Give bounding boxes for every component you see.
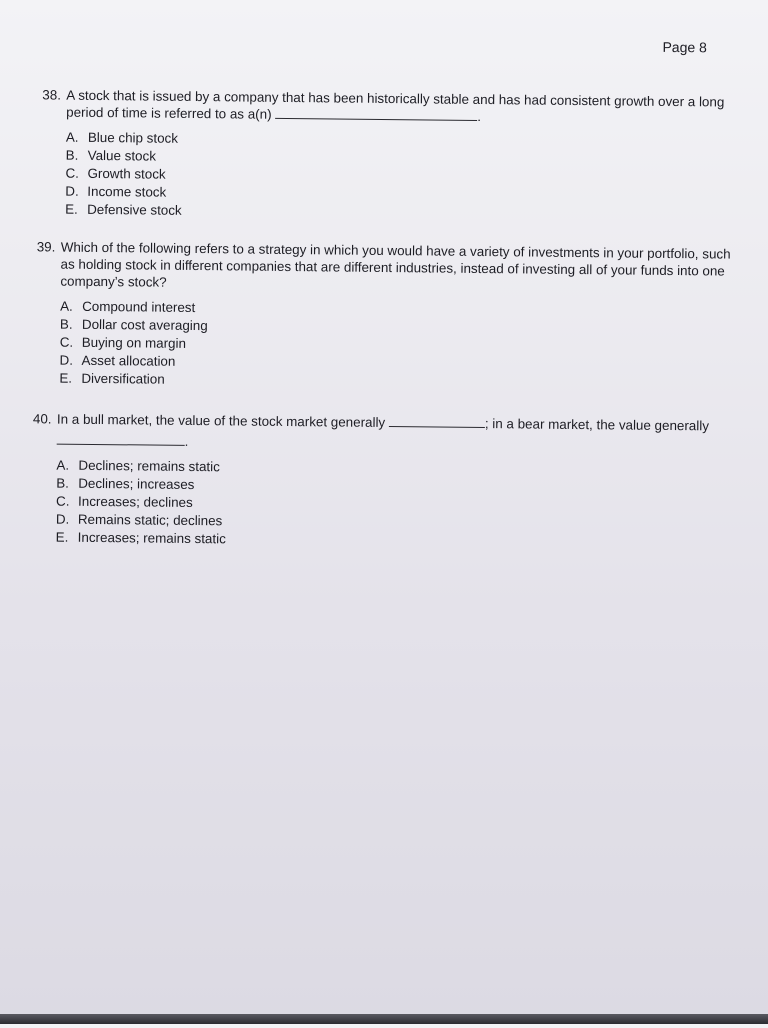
option-a: A. Blue chip stock (65, 129, 179, 146)
option-e: E. Defensive stock (65, 201, 182, 218)
question-text: Which of the following refers to a strategy in which you would have a variety of investments in your portfolio, such as holding stock in different companies that are different industries, instead of investing all of your funds into one company’s stock? (60, 239, 731, 290)
answer-blank (275, 106, 477, 121)
question-40 (32, 410, 733, 553)
question-number: 38. (42, 87, 62, 103)
option-a: A. Compound interest (60, 298, 196, 316)
option-c: C. Growth stock (65, 165, 166, 182)
option-d: D. Asset allocation (59, 352, 176, 369)
option-b: B. Declines; increases (56, 475, 195, 493)
question-prompt: In a bull market, the value of the stock market generally (56, 411, 386, 431)
table-edge (0, 1014, 768, 1024)
answer-options (65, 129, 742, 226)
question-prompt-end: . (184, 433, 189, 449)
option-a: A. Declines; remains static (56, 457, 220, 475)
question-39 (35, 238, 737, 394)
option-e: E. Increases; remains static (55, 529, 226, 547)
question-number: 39. (36, 239, 56, 255)
answer-options (59, 298, 736, 395)
option-c: C. Buying on margin (59, 334, 187, 351)
question-text (57, 411, 733, 456)
option-d: D. Remains static; declines (55, 511, 223, 529)
answer-options (56, 457, 733, 554)
page-number: Page 8 (662, 38, 707, 56)
question-text (66, 87, 742, 128)
answer-blank-2 (57, 432, 185, 446)
question-38 (41, 86, 742, 225)
option-d: D. Income stock (65, 183, 167, 200)
option-b: B. Dollar cost averaging (59, 316, 208, 334)
option-c: C. Increases; declines (56, 493, 193, 510)
question-number: 40. (32, 411, 52, 427)
question-prompt-continued: ; in a bear market, the value generally (484, 416, 710, 434)
question-prompt-end: . (477, 108, 482, 124)
question-prompt: A stock that is issued by a company that has been historically stable and has had consistent growth over a long period of time is referred to as a(n) (66, 87, 725, 122)
option-e: E. Diversification (59, 370, 165, 387)
answer-blank-1 (389, 414, 485, 428)
option-b: B. Value stock (65, 147, 157, 164)
